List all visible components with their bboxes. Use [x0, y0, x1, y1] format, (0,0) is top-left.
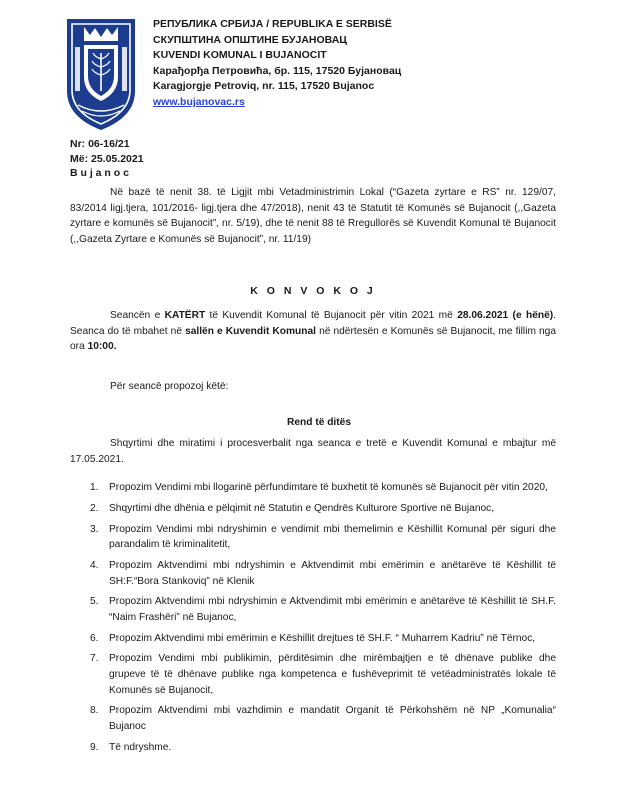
agenda-item: [90, 594, 556, 625]
agenda-item: [90, 558, 556, 589]
agenda-item-text: Propozim Aktvendimi mbi ndryshimin e Aktvendimit mbi emërimin e anëtarëve të Këshillit të SH.F. “Naim Frashëri” në Bujanoc,: [109, 596, 556, 623]
agenda-item-number: 3.: [90, 523, 99, 535]
agenda-item-number: 7.: [90, 653, 99, 665]
agenda-item: [90, 480, 556, 496]
agenda-item-number: 9.: [90, 741, 99, 753]
minutes-paragraph: Shqyrtimi dhe miratimi i procesverbalit nga seanca e tretë e Kuvendit Komunal e mbajtur më 17.05.2021.: [70, 438, 556, 465]
convocation-paragraph: [70, 308, 556, 355]
agenda-item-text: Propozim Aktvendimi mbi emërimin e Këshillit drejtues të SH.F. “ Muharrem Kadriu” në Tërnoc,: [109, 632, 536, 644]
header-address-cyrillic: Карађорђа Петровића, бр. 115, 17520 Бујановац: [153, 64, 402, 77]
agenda-item-text: Propozim Vendimi mbi llogarinë përfundimtare të buxhetit të komunës së Bujanocit për vitin 2020,: [109, 482, 548, 493]
header-assembly-albanian: KUVENDI KOMUNAL I BUJANOCIT: [153, 49, 327, 62]
propose-line: Për seancë propozoj këtë:: [110, 381, 229, 392]
agenda-item: [90, 651, 556, 698]
session-ordinal: KATËRT: [164, 310, 206, 321]
document-meta: [70, 137, 144, 181]
agenda-item-text: Propozim Aktvendimi mbi vazhdimin e mandatit Organit të Përkohshëm në NP „Komunalia“ Bujanoc: [109, 705, 556, 733]
agenda-item-text: Propozim Vendimi mbi publikimin, përditësimin dhe mirëmbajtjen e të dhënave publike dhe grupeve të të dhënave publike nga kompetenca e fushëveprimit të vetëadministratës lokale të Komunës së Bujanocit,: [109, 653, 556, 696]
agenda-item-text: Propozim Vendimi mbi ndryshimin e vendimit mbi themelimin e Këshillit Komunal për siguri dhe parandalim të kriminalitetit,: [109, 523, 556, 551]
document-place: B u j a n o c: [70, 167, 129, 179]
agenda-item: [90, 501, 556, 517]
agenda-list: [90, 480, 556, 761]
header-assembly-cyrillic: СКУПШТИНА ОПШТИНЕ БУЈАНОВАЦ: [153, 33, 347, 46]
convocation-text-1: Seancën e: [110, 310, 165, 321]
document-title: K O N V O K O J: [250, 285, 376, 297]
agenda-item: [90, 703, 556, 734]
agenda-item-number: 6.: [90, 632, 99, 644]
agenda-item: [90, 631, 556, 647]
agenda-item-number: 2.: [90, 502, 99, 514]
convocation-text-3: . Seanca do të mbahet në: [70, 310, 556, 337]
agenda-item-number: 1.: [90, 482, 99, 493]
agenda-item-text: Të ndryshme.: [109, 741, 172, 753]
session-time: 10:00.: [87, 341, 117, 352]
convocation-text-4: në ndërtesën e Komunës së Bujanocit, me fillim nga ora: [70, 325, 557, 352]
agenda-item-number: 5.: [90, 596, 99, 608]
agenda-item: [90, 522, 556, 553]
preamble-paragraph: Në bazë të nenit 38. të Ligjit mbi Vetadministrimin Lokal (“Gazeta zyrtare e RS” nr. 129/07, 83/2014 ligj.tjera, 101/2016- ligj.tjera dhe 47/2018), nenit 43 të Statutit të Komunës së Bujanocit (,,Gazeta zyrtare e komunës së Bujanocit”, nr. 5/19), dhe të nenit 88 të Rregullorës së Kuvendit Komunal të Bujanocit (,,Gazeta Zyrtare e Komunës së Bujanocit”, nr. 11/19): [70, 187, 556, 245]
website-link[interactable]: www.bujanovac.rs: [153, 95, 245, 108]
document-date: Më: 25.05.2021: [70, 152, 144, 165]
header-address-latin: Karagjorgje Petroviq, nr. 115, 17520 Bujanoc: [153, 80, 375, 93]
header-republic: РЕПУБЛИКА СРБИЈА / REPUBLIKA E SERBISË: [153, 18, 392, 30]
agenda-item-text: Shqyrtimi dhe dhënia e pëlqimit në Statutin e Qendrës Kulturore Sportive në Bujanoc,: [109, 502, 495, 514]
agenda-item: [90, 740, 556, 756]
session-date: 28.06.2021 (e hënë): [457, 310, 554, 321]
agenda-item-number: 4.: [90, 559, 99, 571]
letterhead: [153, 17, 401, 111]
agenda-item-text: Propozim Aktvendimi mbi ndryshimin e Aktvendimit mbi emërimin e anëtarëve të Këshillit të SH:F.“Bora Stankoviq” në Klenik: [109, 559, 556, 587]
document-number: Nr: 06-16/21: [70, 138, 130, 150]
session-location: sallën e Kuvendit Komunal: [185, 325, 316, 337]
agenda-title: Rend të ditës: [287, 417, 351, 428]
agenda-item-number: 8.: [90, 705, 99, 717]
coat-of-arms-icon: [64, 13, 138, 133]
convocation-text-2: të Kuvendit Komunal të Bujanocit për vitin 2021 më: [205, 310, 458, 321]
